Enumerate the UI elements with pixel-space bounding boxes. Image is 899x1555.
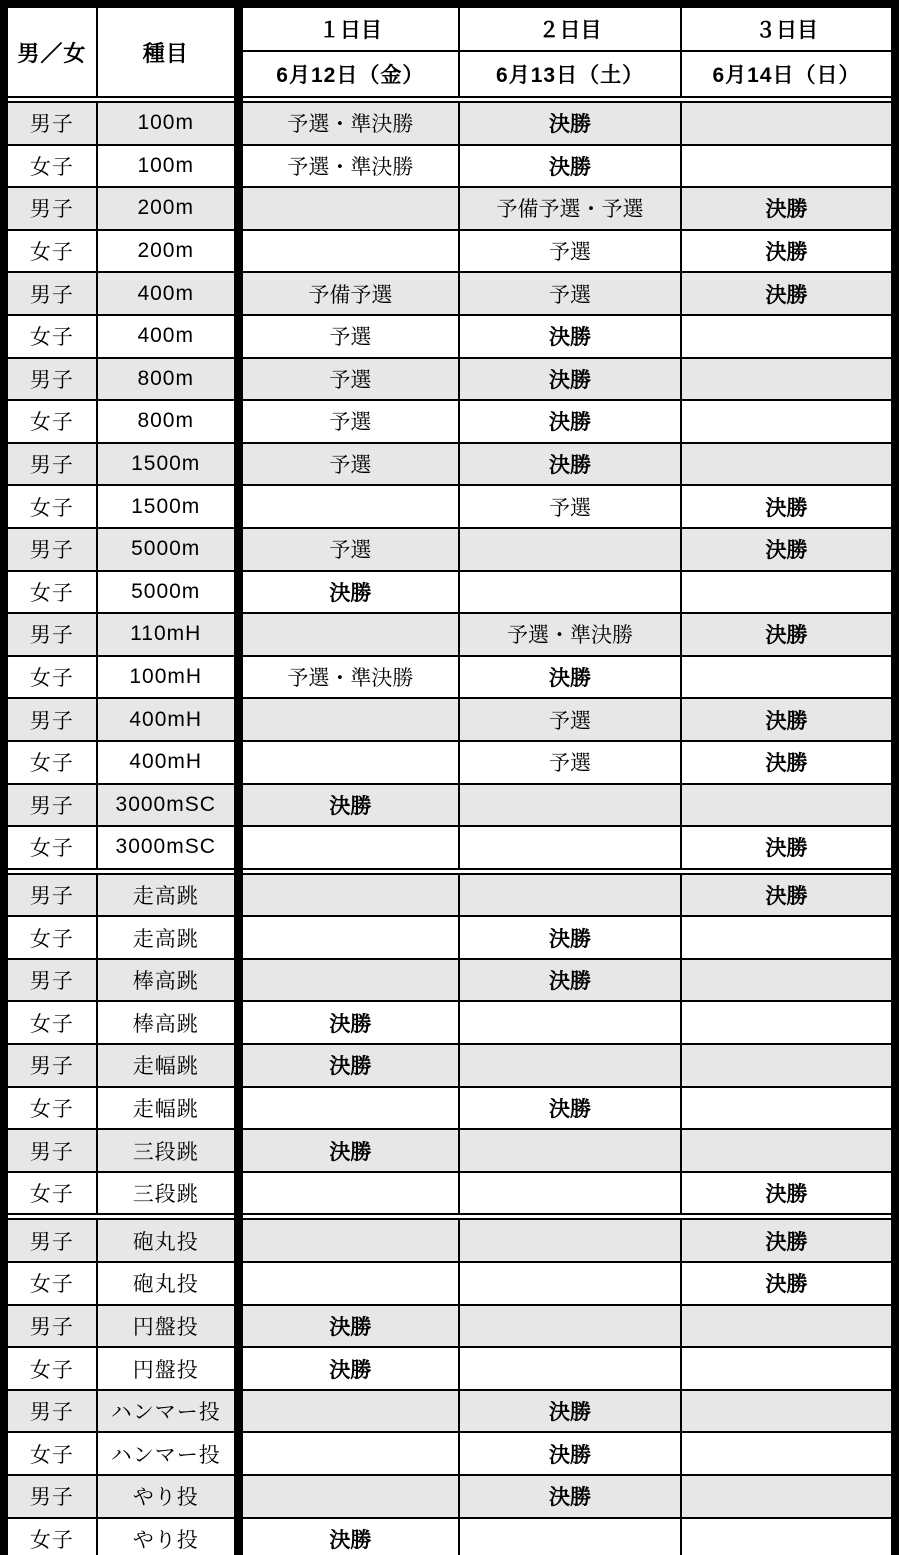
table-row: [4, 826, 895, 871]
day1-cell: [238, 1172, 459, 1217]
day1-cell: 予選・準決勝: [238, 656, 459, 699]
day3-cell: 決勝: [681, 1262, 895, 1305]
gender-cell: 女子: [4, 656, 97, 699]
event-cell: 三段跳: [97, 1129, 238, 1172]
day2-cell: 予備予選・予選: [459, 187, 681, 230]
day3-cell: [681, 145, 895, 188]
event-cell: 1500m: [97, 485, 238, 528]
gender-cell: 女子: [4, 1172, 97, 1217]
event-cell: 棒高跳: [97, 959, 238, 1002]
header-date-3: 6月14日（日）: [681, 51, 895, 100]
gender-cell: 男子: [4, 1305, 97, 1348]
day3-cell: 決勝: [681, 871, 895, 916]
table-row: [4, 1475, 895, 1518]
gender-cell: 女子: [4, 145, 97, 188]
gender-cell: 男子: [4, 871, 97, 916]
day3-cell: [681, 1518, 895, 1555]
event-cell: 砲丸投: [97, 1262, 238, 1305]
day2-cell: [459, 1129, 681, 1172]
day2-cell: 決勝: [459, 1432, 681, 1475]
event-cell: 3000mSC: [97, 784, 238, 827]
day3-cell: 決勝: [681, 826, 895, 871]
gender-cell: 男子: [4, 698, 97, 741]
day3-cell: 決勝: [681, 741, 895, 784]
table-row: [4, 1001, 895, 1044]
day3-cell: 決勝: [681, 187, 895, 230]
day2-cell: 決勝: [459, 1087, 681, 1130]
day3-cell: 決勝: [681, 485, 895, 528]
day1-cell: [238, 230, 459, 273]
day1-cell: [238, 485, 459, 528]
day2-cell: 予選: [459, 230, 681, 273]
day3-cell: [681, 571, 895, 614]
day2-cell: 決勝: [459, 959, 681, 1002]
event-cell: 400m: [97, 315, 238, 358]
gender-cell: 男子: [4, 443, 97, 486]
table-row: [4, 784, 895, 827]
day3-cell: [681, 400, 895, 443]
day1-cell: 予選: [238, 400, 459, 443]
table-row: [4, 528, 895, 571]
day1-cell: [238, 826, 459, 871]
day1-cell: 予備予選: [238, 272, 459, 315]
day3-cell: 決勝: [681, 1172, 895, 1217]
day3-cell: [681, 1390, 895, 1433]
table-row: [4, 100, 895, 145]
event-cell: 800m: [97, 358, 238, 401]
header-day-row: [4, 4, 895, 51]
day2-cell: [459, 784, 681, 827]
day1-cell: [238, 959, 459, 1002]
day2-cell: 予選: [459, 741, 681, 784]
day3-cell: [681, 1001, 895, 1044]
day1-cell: 予選: [238, 358, 459, 401]
gender-cell: 女子: [4, 230, 97, 273]
day1-cell: 決勝: [238, 1518, 459, 1555]
day3-cell: 決勝: [681, 698, 895, 741]
table-row: [4, 358, 895, 401]
table-row: [4, 400, 895, 443]
day1-cell: [238, 1262, 459, 1305]
day1-cell: 予選: [238, 315, 459, 358]
gender-cell: 男子: [4, 528, 97, 571]
day2-cell: 決勝: [459, 100, 681, 145]
gender-cell: 男子: [4, 358, 97, 401]
table-row: [4, 1217, 895, 1262]
gender-cell: 女子: [4, 826, 97, 871]
gender-cell: 女子: [4, 741, 97, 784]
day3-cell: [681, 1305, 895, 1348]
day2-cell: [459, 571, 681, 614]
day1-cell: 決勝: [238, 784, 459, 827]
event-cell: 3000mSC: [97, 826, 238, 871]
event-cell: 800m: [97, 400, 238, 443]
day1-cell: 決勝: [238, 1001, 459, 1044]
day2-cell: 決勝: [459, 1475, 681, 1518]
day1-cell: [238, 1475, 459, 1518]
event-cell: 走高跳: [97, 871, 238, 916]
day2-cell: 予選・準決勝: [459, 613, 681, 656]
day3-cell: [681, 443, 895, 486]
day3-cell: [681, 358, 895, 401]
day1-cell: 決勝: [238, 1305, 459, 1348]
gender-cell: 男子: [4, 187, 97, 230]
day3-cell: [681, 1044, 895, 1087]
gender-cell: 女子: [4, 1518, 97, 1555]
table-row: [4, 1172, 895, 1217]
day2-cell: 決勝: [459, 358, 681, 401]
day1-cell: 決勝: [238, 1129, 459, 1172]
gender-cell: 男子: [4, 959, 97, 1002]
table-header: [4, 4, 895, 100]
day1-cell: [238, 613, 459, 656]
day2-cell: 決勝: [459, 315, 681, 358]
table-row: [4, 871, 895, 916]
day2-cell: [459, 1305, 681, 1348]
day2-cell: 決勝: [459, 400, 681, 443]
table-row: [4, 1044, 895, 1087]
header-date-2: 6月13日（土）: [459, 51, 681, 100]
table-row: [4, 916, 895, 959]
day1-cell: 決勝: [238, 571, 459, 614]
gender-cell: 男子: [4, 1044, 97, 1087]
day2-cell: [459, 1044, 681, 1087]
day1-cell: 決勝: [238, 1044, 459, 1087]
gender-cell: 男子: [4, 1475, 97, 1518]
day2-cell: 決勝: [459, 443, 681, 486]
gender-cell: 男子: [4, 272, 97, 315]
day2-cell: 予選: [459, 272, 681, 315]
day3-cell: [681, 1087, 895, 1130]
event-cell: 棒高跳: [97, 1001, 238, 1044]
day2-cell: 決勝: [459, 145, 681, 188]
day3-cell: [681, 656, 895, 699]
day3-cell: [681, 100, 895, 145]
day3-cell: [681, 1432, 895, 1475]
event-cell: 200m: [97, 187, 238, 230]
day2-cell: [459, 1347, 681, 1390]
day1-cell: [238, 1087, 459, 1130]
day1-cell: [238, 871, 459, 916]
day2-cell: 予選: [459, 485, 681, 528]
gender-cell: 男子: [4, 784, 97, 827]
header-day-3: ３日目: [681, 4, 895, 51]
header-day-2: ２日目: [459, 4, 681, 51]
day1-cell: [238, 1432, 459, 1475]
event-cell: 1500m: [97, 443, 238, 486]
day3-cell: 決勝: [681, 613, 895, 656]
event-cell: 400m: [97, 272, 238, 315]
table-row: [4, 1347, 895, 1390]
event-cell: 100mH: [97, 656, 238, 699]
table-row: [4, 485, 895, 528]
day3-cell: 決勝: [681, 1217, 895, 1262]
gender-cell: 男子: [4, 100, 97, 145]
gender-cell: 男子: [4, 1390, 97, 1433]
day2-cell: [459, 1172, 681, 1217]
table-row: [4, 1129, 895, 1172]
event-cell: やり投: [97, 1518, 238, 1555]
event-cell: 走幅跳: [97, 1087, 238, 1130]
table-row: [4, 1262, 895, 1305]
day3-cell: 決勝: [681, 272, 895, 315]
gender-cell: 男子: [4, 1217, 97, 1262]
day3-cell: [681, 1129, 895, 1172]
day3-cell: [681, 1475, 895, 1518]
event-cell: やり投: [97, 1475, 238, 1518]
day2-cell: [459, 1001, 681, 1044]
gender-cell: 女子: [4, 1432, 97, 1475]
day1-cell: [238, 916, 459, 959]
event-cell: 400mH: [97, 741, 238, 784]
day1-cell: 予選・準決勝: [238, 145, 459, 188]
table-row: [4, 1518, 895, 1555]
table-row: [4, 698, 895, 741]
day2-cell: [459, 528, 681, 571]
event-cell: 100m: [97, 100, 238, 145]
table-row: [4, 1432, 895, 1475]
event-cell: 砲丸投: [97, 1217, 238, 1262]
day3-cell: [681, 784, 895, 827]
day2-cell: [459, 1518, 681, 1555]
table-row: [4, 656, 895, 699]
gender-cell: 女子: [4, 485, 97, 528]
table-row: [4, 272, 895, 315]
table-row: [4, 959, 895, 1002]
event-cell: 5000m: [97, 571, 238, 614]
event-cell: ハンマー投: [97, 1390, 238, 1433]
day1-cell: [238, 187, 459, 230]
day3-cell: [681, 959, 895, 1002]
event-cell: 400mH: [97, 698, 238, 741]
day3-cell: [681, 315, 895, 358]
day2-cell: 決勝: [459, 916, 681, 959]
event-cell: 走幅跳: [97, 1044, 238, 1087]
day1-cell: [238, 1390, 459, 1433]
event-cell: 5000m: [97, 528, 238, 571]
gender-cell: 男子: [4, 613, 97, 656]
table-row: [4, 443, 895, 486]
header-event: 種目: [97, 4, 238, 100]
table-row: [4, 1305, 895, 1348]
schedule-table-body: [4, 100, 895, 1555]
day1-cell: 予選: [238, 443, 459, 486]
day2-cell: [459, 1262, 681, 1305]
day3-cell: [681, 916, 895, 959]
gender-cell: 女子: [4, 400, 97, 443]
table-row: [4, 187, 895, 230]
event-cell: 100m: [97, 145, 238, 188]
gender-cell: 女子: [4, 315, 97, 358]
day1-cell: [238, 741, 459, 784]
table-row: [4, 315, 895, 358]
table-row: [4, 1087, 895, 1130]
day2-cell: 予選: [459, 698, 681, 741]
day2-cell: 決勝: [459, 656, 681, 699]
table-row: [4, 145, 895, 188]
header-gender: 男／女: [4, 4, 97, 100]
gender-cell: 男子: [4, 1129, 97, 1172]
gender-cell: 女子: [4, 571, 97, 614]
day1-cell: 決勝: [238, 1347, 459, 1390]
event-cell: 200m: [97, 230, 238, 273]
day2-cell: [459, 826, 681, 871]
header-day-1: １日目: [238, 4, 459, 51]
day3-cell: [681, 1347, 895, 1390]
event-cell: 走高跳: [97, 916, 238, 959]
day3-cell: 決勝: [681, 528, 895, 571]
gender-cell: 女子: [4, 916, 97, 959]
table-row: [4, 613, 895, 656]
event-cell: 三段跳: [97, 1172, 238, 1217]
header-date-1: 6月12日（金）: [238, 51, 459, 100]
day3-cell: 決勝: [681, 230, 895, 273]
event-cell: 円盤投: [97, 1347, 238, 1390]
day1-cell: 予選・準決勝: [238, 100, 459, 145]
day2-cell: 決勝: [459, 1390, 681, 1433]
table-row: [4, 1390, 895, 1433]
day1-cell: [238, 1217, 459, 1262]
event-cell: 円盤投: [97, 1305, 238, 1348]
table-row: [4, 571, 895, 614]
day1-cell: [238, 698, 459, 741]
day2-cell: [459, 871, 681, 916]
event-cell: ハンマー投: [97, 1432, 238, 1475]
gender-cell: 女子: [4, 1347, 97, 1390]
gender-cell: 女子: [4, 1262, 97, 1305]
day2-cell: [459, 1217, 681, 1262]
gender-cell: 女子: [4, 1087, 97, 1130]
day1-cell: 予選: [238, 528, 459, 571]
table-row: [4, 230, 895, 273]
table-row: [4, 741, 895, 784]
gender-cell: 女子: [4, 1001, 97, 1044]
event-cell: 110mH: [97, 613, 238, 656]
